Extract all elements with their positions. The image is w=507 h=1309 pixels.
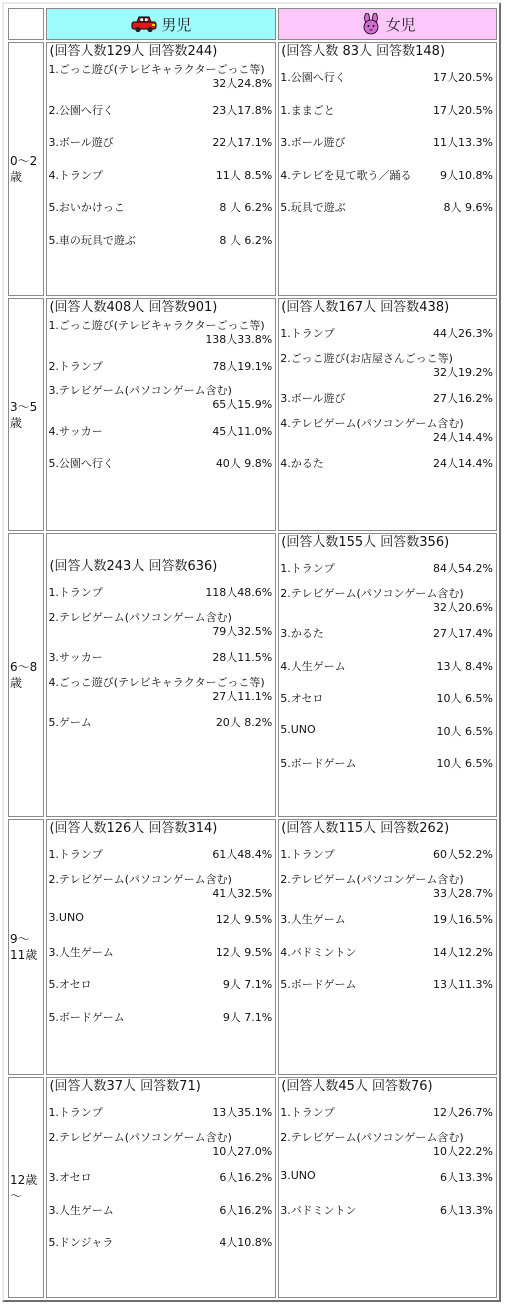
boys-header [46,8,276,40]
item-value: 84人54.2% [433,562,493,575]
item-value: 23人17.8% [212,103,273,117]
ranking-item [47,705,275,738]
item-name: 5.オセロ [280,692,324,705]
item-value: 41人32.5% [212,886,273,900]
item-value: 17人20.5% [433,103,493,117]
ranking-item [47,1095,275,1128]
age-label: 3～5歳 [8,298,44,531]
item-value: 45人11.0% [212,424,273,438]
item-name: 2.テレビゲーム(パソコンゲーム含む) [48,610,232,624]
item-name: 1.トランプ [280,848,335,861]
ranking-item [279,349,496,382]
item-name: 5.ゲーム [48,716,92,729]
item-name: 5.ボードゲーム [48,1010,125,1024]
item-name: 1.公園へ行く [280,71,346,84]
item-value: 13人 8.4% [436,659,493,673]
item-value: 14人12.2% [433,945,493,959]
item-name: 3.ボール遊び [280,392,346,405]
age-row [8,298,497,531]
item-value: 20人 8.2% [215,716,273,729]
item-value: 19人16.5% [433,913,493,926]
ranking-item [279,125,496,158]
respondent-summary: (回答人数126人 回答数314) [49,821,218,836]
age-label: 0～2歳 [8,42,44,296]
ranking-item [47,349,275,382]
respondent-summary: (回答人数167人 回答数438) [281,300,450,315]
ranking-item [279,93,496,126]
age-label: 6～8歳 [8,533,44,817]
ranking-item [279,381,496,414]
ranking-item [47,1128,275,1161]
item-value: 10人 6.5% [436,724,493,738]
age-row [8,1077,497,1298]
ranking-item [47,190,275,223]
ranking-item [47,837,275,870]
item-value: 24人14.4% [433,457,493,470]
item-name: 2.トランプ [48,359,103,373]
item-value: 27人16.2% [433,392,493,405]
item-name: 5.UNO [280,722,316,736]
item-name: 5.ボードゲーム [280,978,357,991]
item-value: 10人27.0% [212,1144,273,1158]
ranking-item [279,158,496,191]
item-name: 4.ごっこ遊び(テレビキャラクターごっこ等) [48,675,265,689]
item-value: 61人48.4% [212,848,273,861]
item-value: 9人10.8% [440,168,493,182]
item-value: 27人11.1% [212,689,273,703]
car-icon [131,15,157,33]
item-value: 8人 9.6% [443,201,493,214]
item-value: 6人16.2% [219,1203,273,1217]
ranking-item [47,640,275,673]
ranking-item [279,616,496,649]
item-name: 2.テレビゲーム(パソコンゲーム含む) [280,872,464,886]
ranking-item [279,316,496,349]
item-value: 32人24.8% [212,77,273,90]
ranking-item [47,93,275,126]
ranking-item [47,1000,275,1033]
ranking-item [47,935,275,968]
item-name: 1.トランプ [48,1106,103,1119]
ranking-item [47,1160,275,1193]
item-value: 11人13.3% [433,136,493,149]
ranking-item [47,60,275,93]
item-name: 1.トランプ [48,586,103,599]
respondent-summary: (回答人数 83人 回答数148) [281,44,446,59]
item-value: 22人17.1% [212,136,273,149]
item-name: 4.テレビを見て歌う／踊る [280,168,412,182]
ranking-item [279,1160,496,1193]
item-name: 5.玩具で遊ぶ [280,201,346,214]
ranking-item [47,414,275,447]
item-name: 1.ままごと [280,103,335,117]
ranking-item [279,414,496,447]
ranking-item [279,584,496,617]
ranking-item [47,967,275,1000]
item-value: 12人 9.5% [215,945,273,959]
ranking-item [279,714,496,747]
item-name: 3.サッカー [48,651,103,664]
ranking-table [6,6,499,1300]
item-value: 4人10.8% [219,1236,273,1249]
item-value: 8 人 6.2% [219,233,273,247]
item-value: 44人26.3% [433,327,493,340]
item-value: 33人28.7% [433,886,493,900]
rabbit-icon [360,13,382,35]
item-name: 1.トランプ [280,1106,335,1119]
item-value: 24人14.4% [433,430,493,444]
ranking-item [47,1193,275,1226]
item-name: 3.UNO [280,1169,316,1182]
item-name: 2.テレビゲーム(パソコンゲーム含む) [280,1130,464,1144]
item-name: 4.サッカー [48,424,103,438]
item-value: 13人11.3% [433,978,493,991]
girls-cell [278,533,497,817]
girls-header-label: 女児 [385,15,416,34]
item-value: 11人 8.5% [215,168,273,182]
item-name: 1.トランプ [280,327,335,340]
ranking-item [47,446,275,479]
item-name: 3.バドミントン [280,1203,357,1217]
item-name: 2.公園へ行く [48,103,114,117]
ranking-item [279,649,496,682]
item-name: 5.おいかけっこ [48,201,125,214]
ranking-item [47,870,275,903]
ranking-item [279,935,496,968]
item-name: 3.人生ゲーム [280,913,346,926]
item-name: 2.ごっこ遊び(お店屋さんごっこ等) [280,351,453,365]
ranking-item [279,60,496,93]
respondent-summary: (回答人数129人 回答数244) [49,44,218,59]
ranking-item [279,1128,496,1161]
item-name: 1.ごっこ遊び(テレビキャラクターごっこ等) [48,319,265,332]
item-value: 118人48.6% [205,586,273,599]
item-value: 78人19.1% [212,359,273,373]
girls-cell [278,298,497,531]
ranking-item [47,575,275,608]
item-name: 5.公園へ行く [48,457,114,470]
item-value: 13人35.1% [212,1106,273,1119]
ranking-item [279,746,496,779]
respondent-summary: (回答人数243人 回答数636) [49,559,218,574]
item-value: 6人13.3% [440,1203,493,1217]
item-value: 10人 6.5% [436,692,493,705]
girls-cell [278,1077,497,1298]
boys-header-label: 男児 [161,15,192,34]
item-name: 5.オセロ [48,978,92,991]
ranking-item [279,870,496,903]
boys-cell [46,533,276,817]
girls-header [278,8,497,40]
item-name: 2.テレビゲーム(パソコンゲーム含む) [48,1130,232,1144]
item-name: 3.オセロ [48,1171,92,1184]
respondent-summary: (回答人数408人 回答数901) [49,300,218,315]
item-name: 3.ボール遊び [280,136,346,149]
item-value: 9人 7.1% [222,1010,273,1024]
item-value: 9人 7.1% [222,978,273,991]
item-value: 138人33.8% [205,333,273,346]
table-frame [2,2,501,1302]
boys-cell [46,298,276,531]
ranking-item [279,190,496,223]
item-value: 6人13.3% [440,1171,493,1184]
item-name: 4.テレビゲーム(パソコンゲーム含む) [280,416,464,430]
item-name: 2.テレビゲーム(パソコンゲーム含む) [48,872,232,886]
ranking-item [47,902,275,935]
item-value: 40人 9.8% [215,457,273,470]
item-value: 8 人 6.2% [219,201,273,214]
corner-cell [8,8,44,40]
age-row [8,533,497,817]
ranking-item [47,673,275,706]
item-name: 3.人生ゲーム [48,945,114,959]
item-value: 17人20.5% [433,71,493,84]
item-name: 3.ボール遊び [48,136,114,149]
item-name: 5.車の玩具で遊ぶ [48,233,136,247]
item-name: 2.テレビゲーム(パソコンゲーム含む) [280,586,464,600]
item-value: 6人16.2% [219,1171,273,1184]
ranking-item [47,158,275,191]
age-row [8,42,497,296]
item-name: 1.ごっこ遊び(テレビキャラクターごっこ等) [48,63,265,76]
item-value: 32人19.2% [433,365,493,379]
item-value: 28人11.5% [212,651,273,664]
item-name: 1.トランプ [280,562,335,575]
ranking-item [279,551,496,584]
item-value: 65人15.9% [212,398,273,411]
item-value: 60人52.2% [433,848,493,861]
boys-cell [46,42,276,296]
ranking-item [47,608,275,641]
respondent-summary: (回答人数115人 回答数262) [281,821,450,836]
item-name: 5.ドンジャラ [48,1236,114,1249]
item-name: 4.かるた [280,457,324,470]
age-label: 12歳～ [8,1077,44,1298]
ranking-item [279,1193,496,1226]
ranking-item [47,125,275,158]
ranking-item [279,1095,496,1128]
item-value: 10人22.2% [433,1144,493,1158]
item-name: 4.人生ゲーム [280,659,346,673]
respondent-summary: (回答人数45人 回答数76) [281,1079,433,1094]
ranking-item [279,681,496,714]
ranking-item [47,316,275,349]
age-row [8,819,497,1075]
item-name: 1.トランプ [48,848,103,861]
ranking-item [279,967,496,1000]
item-value: 12人 9.5% [215,913,273,926]
respondent-summary: (回答人数37人 回答数71) [49,1079,201,1094]
item-name: 4.トランプ [48,168,103,182]
item-name: 3.UNO [48,911,84,924]
header-row [8,8,497,40]
ranking-item [279,902,496,935]
ranking-item [279,446,496,479]
item-name: 3.人生ゲーム [48,1203,114,1217]
item-value: 10人 6.5% [436,757,493,770]
girls-cell [278,819,497,1075]
ranking-item [47,1225,275,1258]
item-name: 4.バドミントン [280,945,357,959]
boys-cell [46,1077,276,1298]
item-name: 5.ボードゲーム [280,757,357,770]
item-name: 3.テレビゲーム(パソコンゲーム含む) [48,384,232,397]
item-value: 32人20.6% [433,600,493,614]
girls-cell [278,42,497,296]
age-label: 9～11歳 [8,819,44,1075]
item-name: 3.かるた [280,627,324,640]
item-value: 27人17.4% [433,627,493,640]
ranking-item [279,837,496,870]
ranking-item [47,223,275,256]
item-value: 79人32.5% [212,624,273,638]
respondent-summary: (回答人数155人 回答数356) [281,535,450,550]
boys-cell [46,819,276,1075]
item-value: 12人26.7% [433,1106,493,1119]
ranking-item [47,381,275,414]
